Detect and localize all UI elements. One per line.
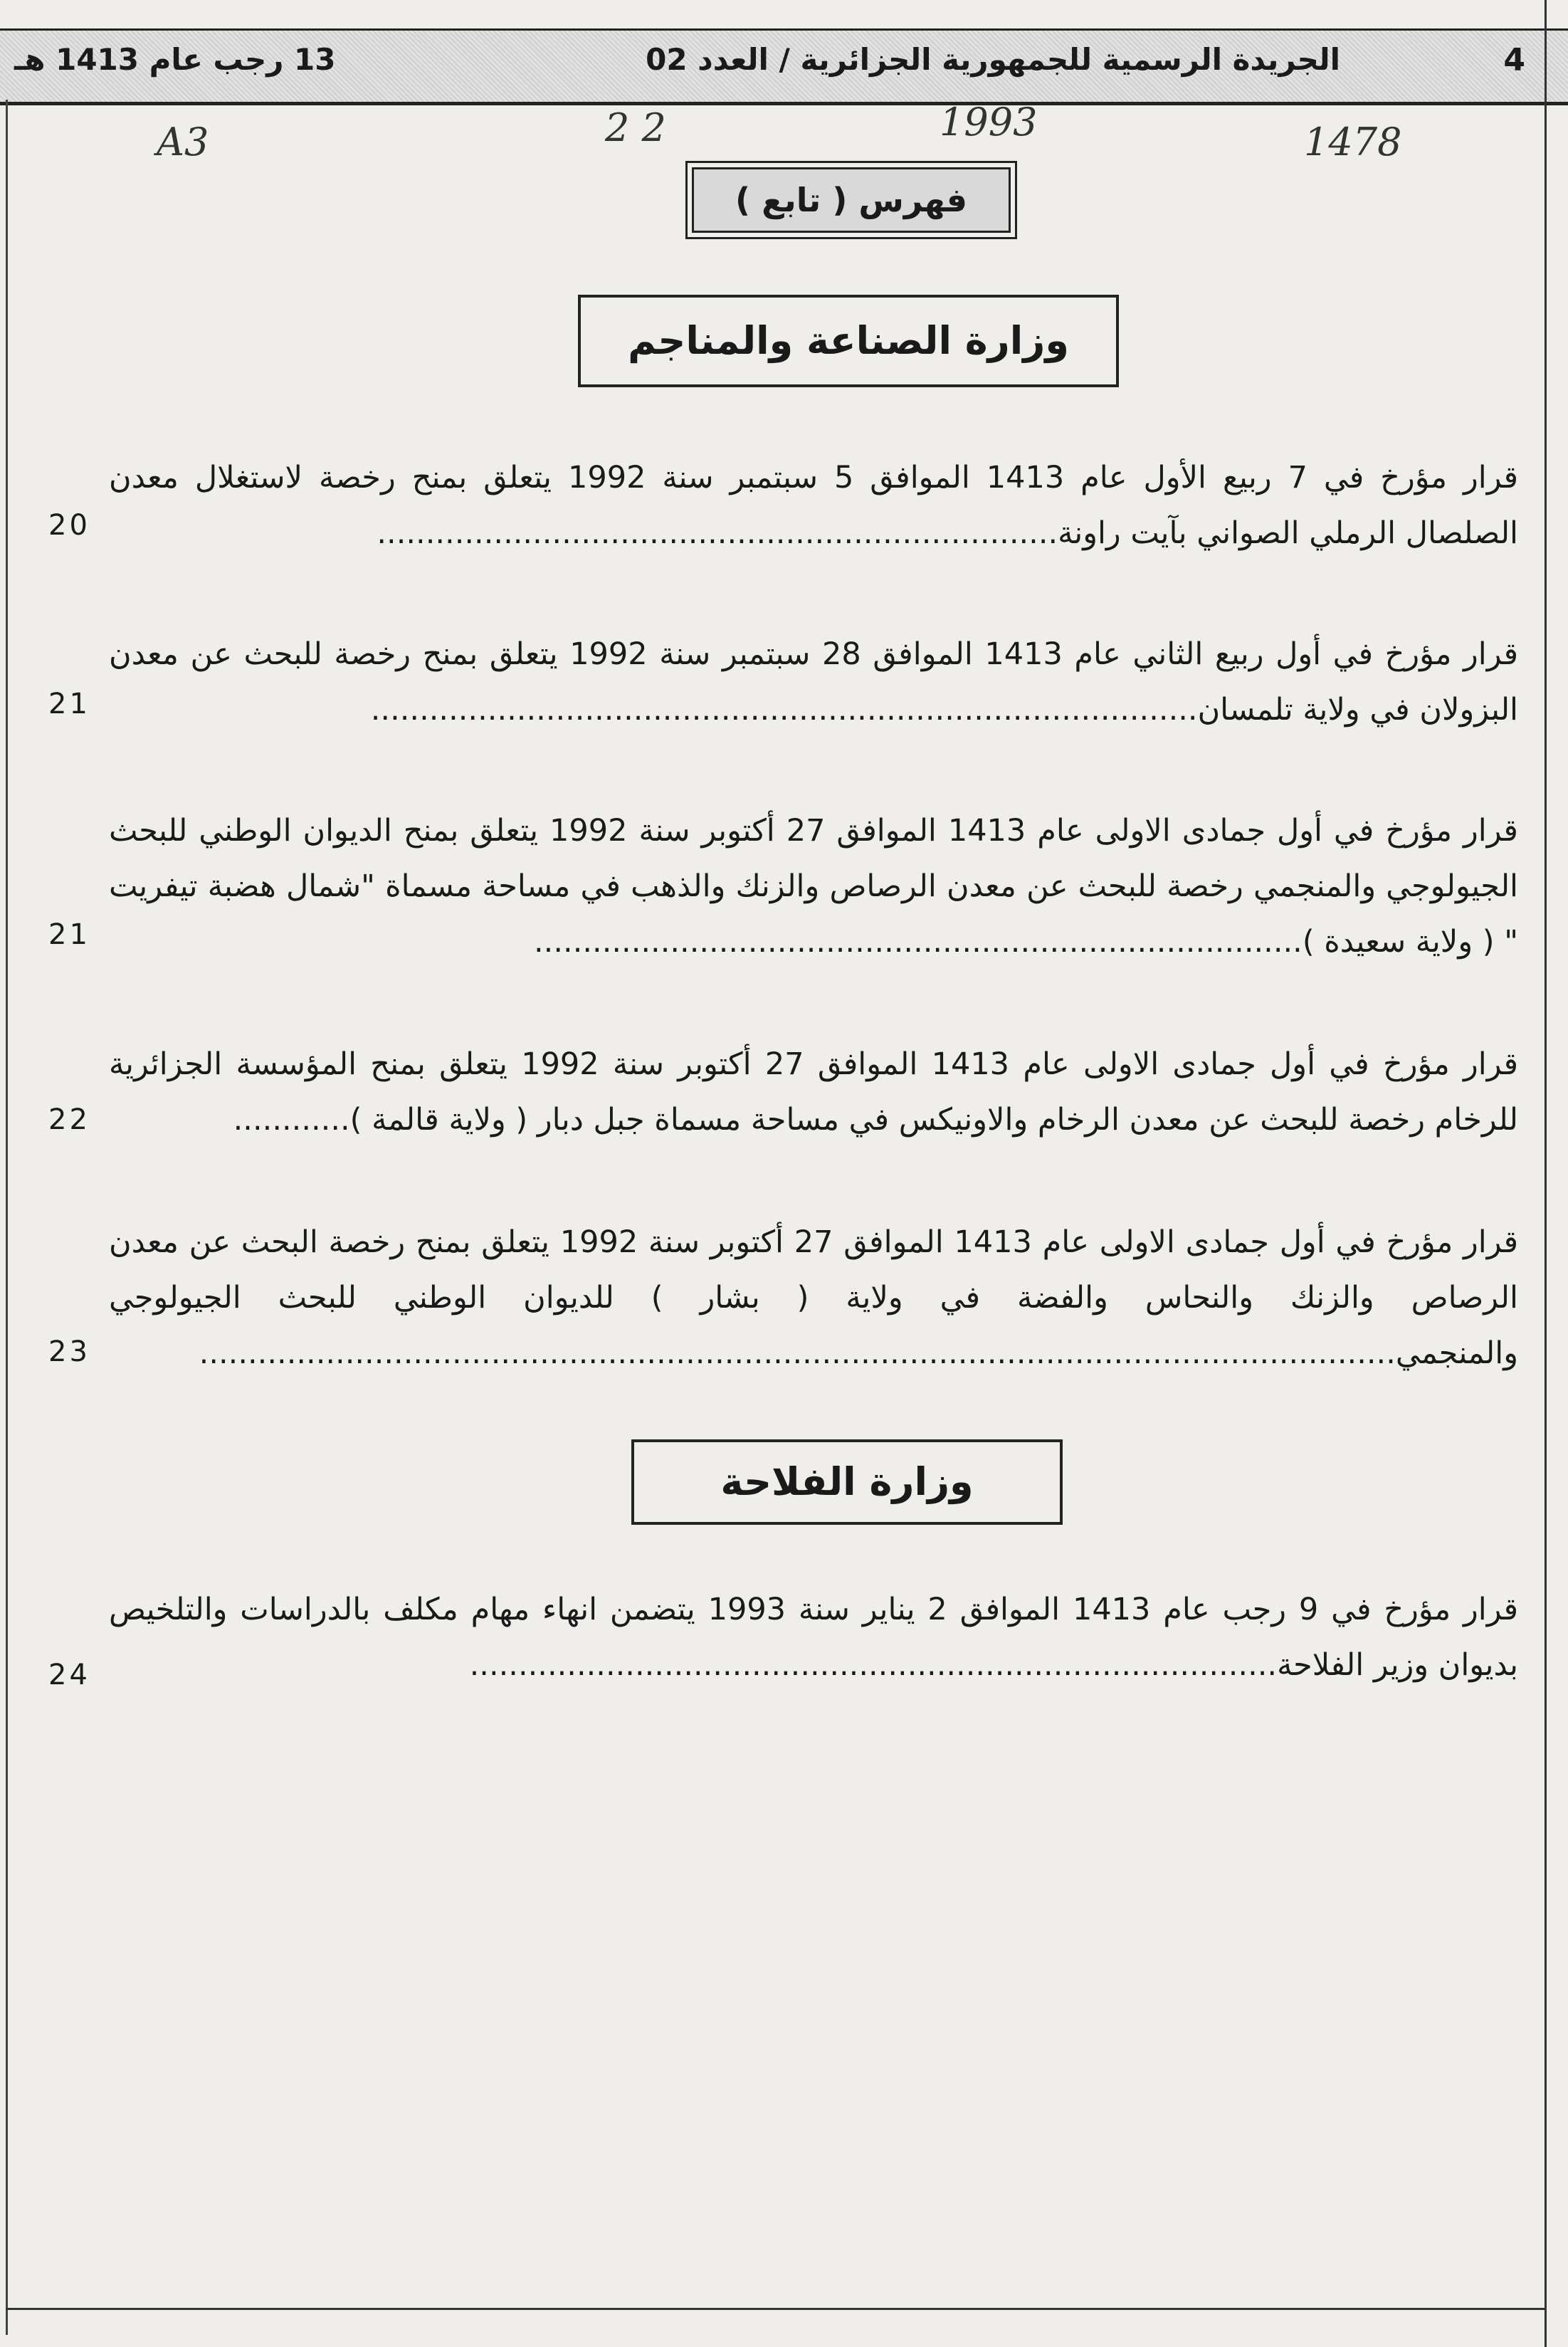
index-heading: فهرس ( تابع ) bbox=[685, 161, 1017, 239]
frame-line-left bbox=[6, 100, 8, 2335]
header-date: 13 رجب عام 1413 هـ bbox=[14, 42, 336, 77]
ministry-heading-agriculture: وزارة الفلاحة bbox=[631, 1439, 1063, 1525]
header-journal-title: الجريدة الرسمية للجمهورية الجزائرية / العدد 02 bbox=[646, 42, 1340, 77]
entry-1-page-number: 20 bbox=[48, 509, 90, 542]
handwritten-note-right: 1478 bbox=[1304, 120, 1402, 164]
ministry-heading-industry: وزارة الصناعة والمناجم bbox=[578, 295, 1119, 387]
handwritten-year: 1993 bbox=[940, 100, 1038, 145]
entry-5-page-number: 23 bbox=[48, 1335, 90, 1368]
index-entry-6: قرار مؤرخ في 9 رجب عام 1413 الموافق 2 يناير سنة 1993 يتضمن انهاء مهام مكلف بالدراسات والتلخيص بديوان وزير الفلاحة................................................................................... bbox=[109, 1592, 1518, 1683]
header-page-number: 4 bbox=[1503, 42, 1525, 78]
index-entry-5: قرار مؤرخ في أول جمادى الاولى عام 1413 الموافق 27 أكتوبر سنة 1992 يتعلق بمنح رخصة البحث عن معدن الرصاص والزنك والنحاس والفضة في ولاية ( بشار ) للديوان الوطني للبحث الجيولوجي والمنجمي........................................................................................................................... bbox=[109, 1224, 1518, 1371]
index-entry-1: قرار مؤرخ في 7 ربيع الأول عام 1413 الموافق 5 سبتمبر سنة 1992 يتعلق بمنح رخصة لاستغلال معدن الصلصال الرملي الصواني بآيت راونة...................................................................... bbox=[109, 460, 1518, 551]
index-entry-3: قرار مؤرخ في أول جمادى الاولى عام 1413 الموافق 27 أكتوبر سنة 1992 يتعلق بمنح الديوان الوطني للبحث الجيولوجي والمنجمي رخصة للبحث عن معدن الرصاص والزنك والذهب في مساحة مسماة "شمال هضبة تيفريت " ( ولاية سعيدة )............................................................................... bbox=[109, 813, 1518, 960]
frame-line-right bbox=[1545, 0, 1547, 2347]
handwritten-note-center: 2 2 bbox=[605, 105, 666, 150]
handwritten-note-left: A3 bbox=[157, 120, 209, 164]
frame-line-bottom bbox=[6, 2308, 1547, 2310]
index-entry-4: قرار مؤرخ في أول جمادى الاولى عام 1413 الموافق 27 أكتوبر سنة 1992 يتعلق بمنح المؤسسة الجزائرية للرخام رخصة للبحث عن معدن الرخام والاونيكس في مساحة مسماة جبل دبار ( ولاية قالمة )............ bbox=[109, 1046, 1518, 1138]
index-entry-2: قرار مؤرخ في أول ربيع الثاني عام 1413 الموافق 28 سبتمبر سنة 1992 يتعلق بمنح رخصة للبحث عن معدن البزولان في ولاية تلمسان..................................................................................... bbox=[109, 636, 1519, 728]
entry-3-page-number: 21 bbox=[48, 918, 90, 951]
page-header bbox=[0, 28, 1568, 105]
entry-4-page-number: 22 bbox=[48, 1103, 90, 1136]
entry-2-page-number: 21 bbox=[48, 688, 90, 720]
entry-6-page-number: 24 bbox=[48, 1659, 90, 1691]
